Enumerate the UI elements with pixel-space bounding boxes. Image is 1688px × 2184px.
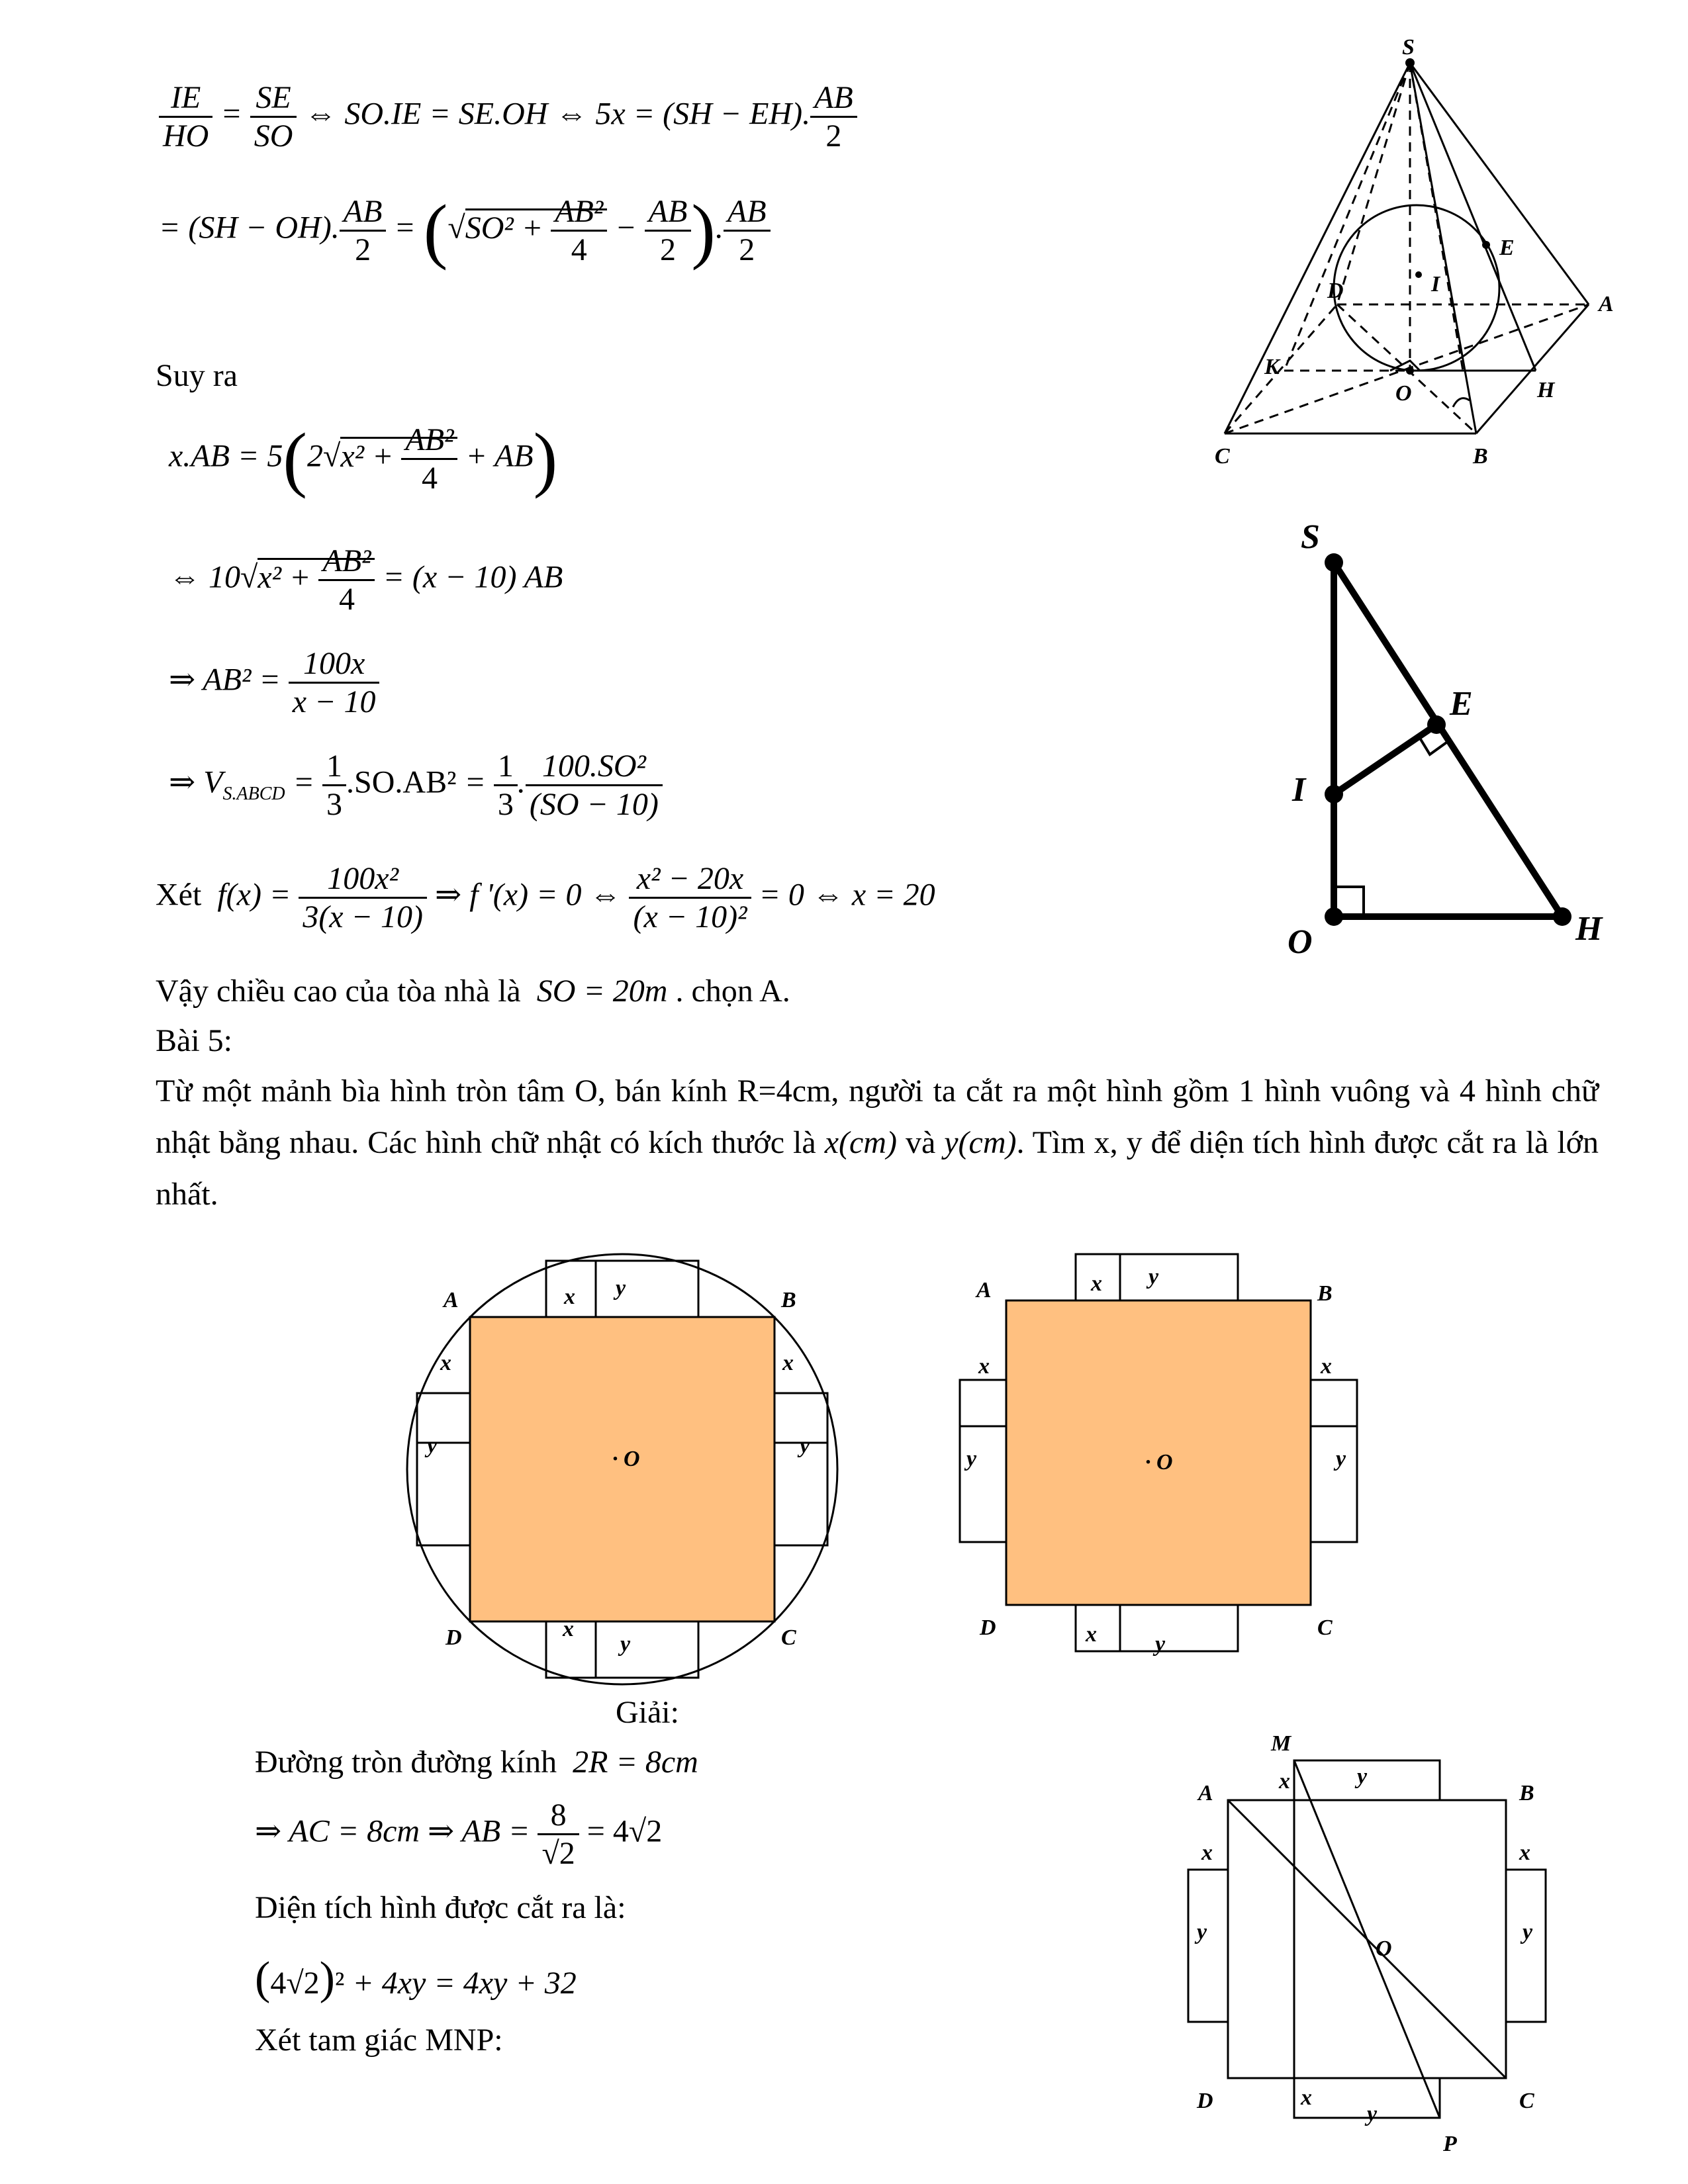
svg-text:C: C — [781, 1625, 796, 1650]
equation-5: ⇒ AB² = $\frac{100x}{x - 10}$ — [169, 645, 379, 720]
svg-text:A: A — [444, 1288, 459, 1312]
label-O: O — [1395, 381, 1412, 406]
svg-text:B: B — [1317, 1281, 1333, 1306]
svg-text:I: I — [1292, 771, 1306, 809]
equation-3: x.AB = 5(2√x² + $\frac{\text{AB²}}{4}$ + AB) — [169, 418, 558, 499]
svg-text:x: x — [1519, 1841, 1530, 1865]
svg-text:· O: · O — [612, 1447, 640, 1471]
line-MP — [1294, 1760, 1440, 2118]
svg-text:x: x — [1086, 1622, 1097, 1647]
svg-text:y: y — [1357, 1764, 1368, 1789]
svg-text:M: M — [1271, 1731, 1291, 1756]
label-A: A — [1599, 292, 1614, 316]
svg-text:C: C — [1519, 2089, 1534, 2113]
svg-text:x: x — [1321, 1354, 1332, 1379]
label-D: D — [1327, 279, 1344, 303]
label-E: E — [1499, 236, 1515, 260]
svg-text:H: H — [1575, 910, 1603, 948]
label-C: C — [1215, 444, 1230, 469]
solution-line-3: Diện tích hình được cắt ra là: — [255, 1890, 626, 1925]
svg-text:P: P — [1443, 2132, 1457, 2156]
solution-line-5: Xét tam giác MNP: — [255, 2023, 503, 2058]
svg-text:C: C — [1317, 1615, 1333, 1640]
svg-text:y: y — [1336, 1447, 1346, 1471]
svg-text:x: x — [564, 1285, 575, 1309]
svg-text:S: S — [1301, 518, 1320, 556]
equation-2: = (SH − OH). $\frac{AB}{2}$ = (√SO² + $\frac{\text{AB²}}{4}$ − $\frac{AB}{2}$ ). $\frac{AB}{2}$ — [159, 189, 771, 273]
svg-text:y: y — [800, 1433, 810, 1458]
problem-text: Từ một mảnh bìa hình tròn tâm O, bán kính R=4cm, người ta cắt ra một hình gồm 1 hình vuông và 4 hình chữ nhật bằng nhau. Các hình chữ nhật có kích thước là x(cm) và y(cm). Tìm x, y để diện tích hình được cắt ra là lớn nhất. — [156, 1073, 1599, 1212]
svg-text:x: x — [1279, 1769, 1290, 1794]
svg-text:x: x — [1091, 1271, 1102, 1296]
svg-text:D: D — [980, 1615, 996, 1640]
square-rectangles-figure — [947, 1251, 1397, 1674]
equation-7: Xét f(x) = $\frac{\text{100x²}}{3(x - 10)}$ ⇒ f '(x) = 0 ⇔ $\frac{\text{x² − 20x}}{\text{(x − 10)²}}$ = 0 ⇔ x = 20 — [156, 861, 935, 934]
label-H: H — [1537, 378, 1555, 402]
inscribed-sphere — [1334, 205, 1499, 371]
svg-text:· O: · O — [1145, 1450, 1173, 1475]
conclusion-line: Vậy chiều cao của tòa nhà là SO = 20m . chọn A. — [156, 974, 790, 1009]
svg-text:y: y — [616, 1276, 626, 1300]
svg-text:x: x — [563, 1617, 574, 1641]
solution-line-1: Đường tròn đường kính 2R = 8cm — [255, 1745, 698, 1780]
svg-text:x: x — [782, 1351, 794, 1375]
svg-text:y: y — [427, 1433, 438, 1458]
svg-text:E: E — [1450, 685, 1473, 723]
solution-line-4: (4√2)² + 4xy = 4xy + 32 — [255, 1953, 577, 2004]
svg-text:y: y — [1149, 1265, 1159, 1289]
label-I: I — [1431, 272, 1440, 296]
svg-text:A: A — [976, 1278, 992, 1302]
mnp-figure — [1165, 1727, 1575, 2184]
svg-text:x: x — [1301, 2085, 1312, 2110]
svg-text:y: y — [966, 1447, 977, 1471]
svg-text:y: y — [1523, 1920, 1533, 1944]
svg-text:y: y — [1197, 1920, 1207, 1944]
suy-ra-label: Suy ra — [156, 358, 238, 393]
solution-line-2: ⇒ AC = 8cm ⇒ AB = $\frac{8}{√2}$ = 4√2 — [255, 1797, 663, 1871]
problem-title: Bài 5: — [156, 1023, 232, 1058]
svg-text:y: y — [1367, 2102, 1378, 2126]
edge-SA — [1410, 63, 1589, 304]
svg-text:y: y — [620, 1632, 631, 1657]
svg-text:y: y — [1155, 1632, 1166, 1657]
equation-6: ⇒ $V_{S.ABCD}$ = $\frac{1}{3}$ .SO.AB² = $\frac{1}{3}$ . $\frac{\text{100.SO²}}{(SO - 10)}$ — [169, 748, 663, 823]
svg-text:D: D — [445, 1625, 462, 1650]
svg-text:A: A — [1198, 1781, 1213, 1805]
pyramid-figure — [1192, 13, 1655, 490]
svg-text:O: O — [1376, 1936, 1392, 1961]
svg-text:B: B — [781, 1288, 796, 1312]
svg-text:x: x — [1201, 1841, 1213, 1865]
label-B: B — [1473, 444, 1488, 469]
triangle-figure — [1258, 503, 1628, 966]
solution-title: Giải: — [616, 1695, 679, 1730]
circle-square-figure — [384, 1231, 861, 1707]
svg-text:O: O — [1288, 923, 1313, 961]
label-K: K — [1264, 355, 1280, 379]
svg-text:x: x — [440, 1351, 451, 1375]
svg-text:D: D — [1197, 2089, 1213, 2113]
svg-text:B: B — [1519, 1781, 1534, 1805]
label-S: S — [1402, 35, 1415, 60]
svg-text:x: x — [978, 1354, 990, 1379]
equation-4: ⇔ 10√x² + $\frac{\text{AB²}}{4}$ = (x − 10) AB — [169, 543, 563, 617]
equation-1: $\frac{IE}{HO}$ = $\frac{SE}{SO}$ ⇔ SO.IE = SE.OH ⇔ 5x = (SH − EH). $\frac{AB}{2}$ — [159, 79, 857, 154]
